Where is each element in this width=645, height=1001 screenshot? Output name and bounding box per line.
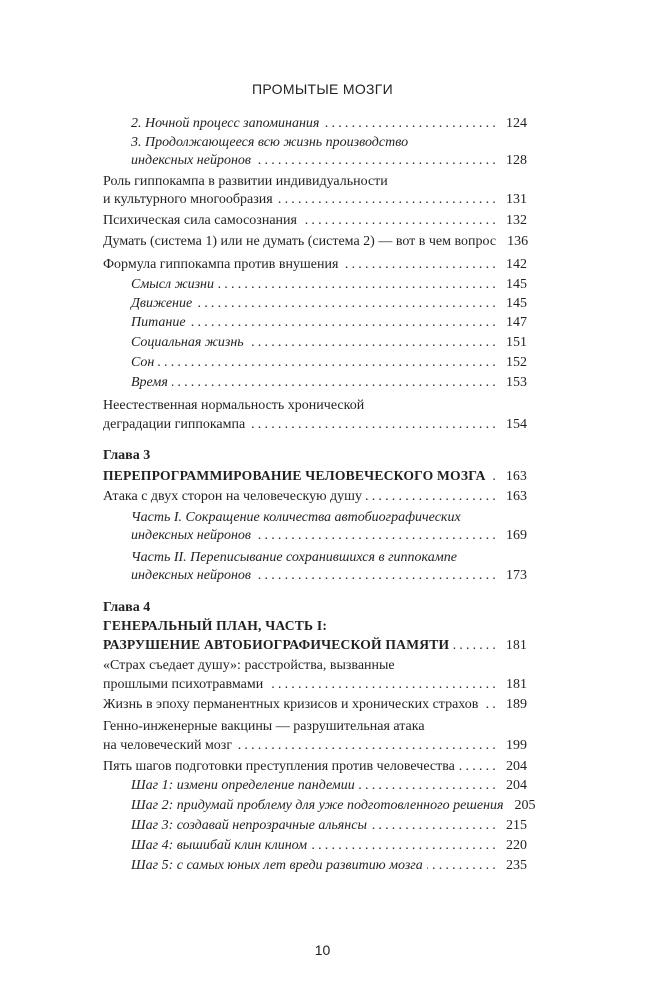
toc-entry-page: 181	[506, 677, 527, 692]
toc-entry-line	[103, 415, 527, 434]
dot-leader	[371, 816, 499, 835]
toc-entry-line	[103, 675, 527, 694]
toc-entry-line	[131, 114, 527, 133]
dot-leader	[158, 353, 499, 372]
toc-entry-line	[103, 190, 527, 209]
toc-entry-title: Шаг 3: создавай непрозрачные альянсы	[131, 818, 367, 833]
toc-entry-page: 235	[506, 858, 527, 873]
toc-entry-line	[103, 695, 527, 714]
toc-entry-page: 142	[506, 257, 527, 272]
dot-leader	[490, 466, 499, 485]
toc-entry-title: Социальная жизнь	[131, 335, 244, 350]
dot-leader	[323, 114, 499, 133]
dot-leader	[359, 776, 499, 795]
toc-entry-page: 204	[506, 778, 527, 793]
chapter-4-label: Глава 4	[103, 600, 151, 615]
toc-entry-line	[103, 211, 527, 230]
toc-entry-page: 136	[507, 234, 529, 249]
dot-leader	[342, 255, 499, 274]
toc-entry-page: 152	[506, 355, 527, 370]
toc-entry-title: Время	[131, 375, 168, 390]
dot-leader	[311, 836, 499, 855]
toc-entry-line	[131, 526, 527, 545]
running-head: ПРОМЫТЫЕ МОЗГИ	[251, 81, 394, 97]
dot-leader	[218, 275, 499, 294]
toc-entry-title: Шаг 2: придумай проблему для уже подготовленного решения	[131, 798, 504, 813]
toc-entry-page: 128	[506, 153, 527, 168]
toc-entry-line	[131, 151, 527, 170]
toc-entry-page: 124	[506, 116, 527, 131]
toc-entry-page: 154	[506, 417, 527, 432]
dot-leader	[301, 211, 499, 230]
toc-entry-title: Неестественная нормальность хронической	[103, 398, 365, 413]
toc-entry-line	[131, 373, 527, 392]
dot-leader	[255, 151, 499, 170]
toc-entry-line	[103, 736, 527, 755]
dot-leader	[453, 635, 499, 654]
toc-entry-line	[131, 856, 527, 875]
toc-entry-line	[103, 466, 527, 485]
toc-entry-title: прошлыми психотравмами	[103, 677, 264, 692]
toc-entry-title: «Страх съедает душу»: расстройства, вызванные	[103, 658, 395, 673]
toc-entry-title: Шаг 5: с самых юных лет вреди развитию мозга	[131, 858, 423, 873]
toc-entry-page: 153	[506, 375, 527, 390]
toc-entry-page: 169	[506, 528, 527, 543]
toc-entry-line	[103, 396, 527, 415]
toc-entry-line	[103, 656, 527, 675]
dot-leader	[267, 675, 499, 694]
dot-leader	[255, 566, 499, 585]
toc-entry-page: 181	[506, 637, 527, 652]
toc-entry-line	[103, 616, 527, 635]
toc-entry-line	[131, 566, 527, 585]
toc-entry-page: 173	[506, 568, 527, 583]
toc-entry-line	[131, 816, 527, 835]
dot-leader	[248, 333, 499, 352]
toc-entry-title: и культурного многообразия	[103, 192, 273, 207]
toc-entry-title: Пять шагов подготовки преступления против человечества	[103, 759, 455, 774]
dot-leader	[190, 313, 499, 332]
toc-entry-line	[103, 255, 527, 274]
toc-entry-line	[103, 717, 527, 736]
toc-entry-title: 3. Продолжающееся всю жизнь производство	[131, 135, 409, 150]
toc-entry-title: Питание	[131, 315, 186, 330]
dot-leader	[277, 190, 499, 209]
toc-entry-line	[131, 548, 527, 567]
page-number: 10	[314, 942, 331, 958]
toc-entry-line	[131, 353, 527, 372]
toc-entry-page: 205	[514, 798, 536, 813]
toc-entry-line	[131, 508, 527, 527]
dot-leader	[249, 415, 499, 434]
toc-entry-line	[131, 333, 527, 352]
toc-entry-line	[131, 313, 527, 332]
toc-entry-line	[131, 275, 527, 294]
toc-entry-page: 199	[506, 738, 527, 753]
toc-entry-title: на человеческий мозг	[103, 738, 233, 753]
toc-entry-page: 145	[506, 277, 527, 292]
dot-leader	[482, 695, 499, 714]
toc-entry-page: 215	[506, 818, 527, 833]
toc-entry-line	[103, 635, 527, 654]
toc-entry-title: Жизнь в эпоху перманентных кризисов и хронических страхов	[103, 697, 479, 712]
toc-entry-title: Думать (система 1) или не думать (система 2) — вот в чем вопрос	[103, 234, 497, 249]
toc-entry-title: РАЗРУШЕНИЕ АВТОБИОГРАФИЧЕСКОЙ ПАМЯТИ	[103, 637, 450, 652]
toc-entry-page: 131	[506, 192, 527, 207]
chapter-3-label: Глава 3	[103, 448, 151, 463]
dot-leader	[427, 856, 499, 875]
toc-entry-page: 163	[506, 468, 527, 483]
dot-leader	[172, 373, 499, 392]
toc-entry-title: Генно-инженерные вакцины — разрушительная атака	[103, 719, 425, 734]
toc-entry-line	[103, 232, 527, 251]
toc-entry-title: Атака с двух сторон на человеческую душу	[103, 489, 362, 504]
toc-entry-line	[131, 796, 536, 815]
toc-entry-title: индексных нейронов	[131, 153, 251, 168]
toc-entry-title: индексных нейронов	[131, 568, 251, 583]
toc-entry-page: 145	[506, 296, 527, 311]
toc-entry-line	[103, 172, 527, 191]
dot-leader	[255, 526, 499, 545]
toc-entry-page: 204	[506, 759, 527, 774]
toc-entry-title: ГЕНЕРАЛЬНЫЙ ПЛАН, ЧАСТЬ I:	[103, 618, 328, 633]
dot-leader	[459, 757, 499, 776]
toc-entry-page: 132	[506, 213, 527, 228]
toc-entry-title: ПЕРЕПРОГРАММИРОВАНИЕ ЧЕЛОВЕЧЕСКОГО МОЗГА	[103, 468, 486, 483]
toc-entry-page: 220	[506, 838, 527, 853]
toc-entry-title: Психическая сила самосознания	[103, 213, 297, 228]
toc-entry-title: индексных нейронов	[131, 528, 251, 543]
toc-entry-line	[131, 776, 527, 795]
toc-entry-line	[103, 757, 527, 776]
toc-entry-title: деградации гиппокампа	[103, 417, 246, 432]
toc-entry-title: Шаг 4: вышибай клин клином	[131, 838, 308, 853]
toc-entry-title: Смысл жизни	[131, 277, 215, 292]
toc-entry-line	[131, 133, 527, 152]
toc-entry-title: Шаг 1: измени определение пандемии	[131, 778, 355, 793]
toc-entry-line	[103, 487, 527, 506]
toc-entry-title: 2. Ночной процесс запоминания	[131, 116, 320, 131]
toc-entry-page: 163	[506, 489, 527, 504]
toc-entry-title: Сон	[131, 355, 155, 370]
toc-entry-title: Часть I. Сокращение количества автобиографических	[131, 510, 461, 525]
dot-leader	[236, 736, 499, 755]
toc-entry-page: 189	[506, 697, 527, 712]
toc-entry-page: 151	[506, 335, 527, 350]
dot-leader	[366, 487, 499, 506]
dot-leader	[196, 294, 499, 313]
toc-entry-title: Формула гиппокампа против внушения	[103, 257, 339, 272]
toc-entry-title: Движение	[131, 296, 193, 311]
toc-entry-title: Роль гиппокампа в развитии индивидуальности	[103, 174, 388, 189]
toc-entry-title: Часть II. Переписывание сохранившихся в гиппокампе	[131, 550, 457, 565]
toc-entry-line	[131, 294, 527, 313]
toc-entry-line	[131, 836, 527, 855]
toc-entry-page: 147	[506, 315, 527, 330]
